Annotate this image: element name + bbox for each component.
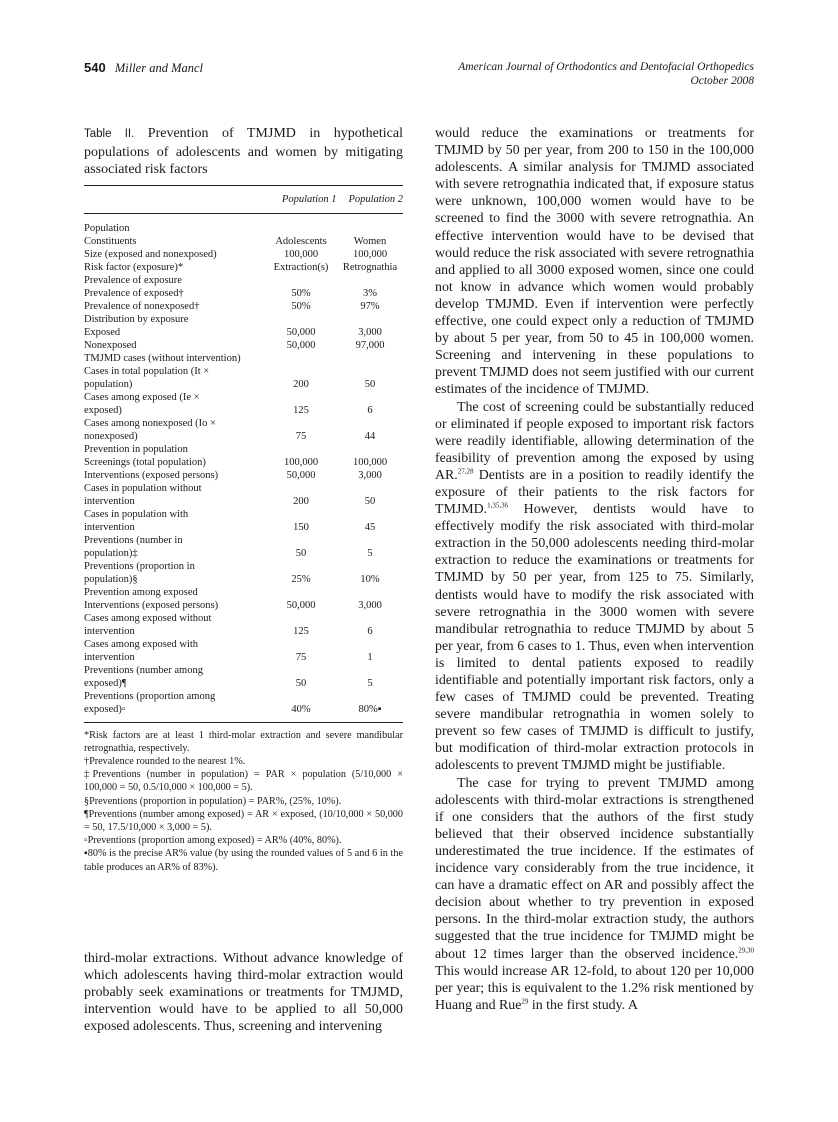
population-1-value: 50 [295,547,307,559]
footnote: ‡Preventions (number in population) = PAR × population (5/10,000 × 100,000 = 50, 0.5/10,000 × 100,000 = 5). [84,769,403,794]
table-row [84,391,403,404]
population-2-value [337,313,403,326]
citation[interactable]: 1,35,36 [487,501,509,510]
row-label: Preventions (proportion among [84,690,216,702]
population-1-value: 25% [291,573,311,585]
table-row [84,560,403,573]
population-2-value: 3,000 [358,599,382,611]
data-table [84,222,403,716]
table-row [84,482,403,495]
table-row [84,456,403,469]
table-row [84,300,403,313]
population-2-value [337,508,403,521]
population-2-value: 100,000 [352,456,388,468]
table-row [84,586,403,599]
row-label: Cases among exposed (Ie × [84,391,200,403]
table-header-rule [84,213,403,214]
row-label: Interventions (exposed persons) [84,599,219,611]
table-row [84,469,403,482]
population-1-value: 125 [293,625,309,637]
population-2-value [337,417,403,430]
row-label: Constituents [84,235,137,247]
population-2-value: 80%▪ [358,703,382,715]
population-1-value [265,664,337,677]
table-title: Prevention of TMJMD in hypothetical populations of adolescents and women by mitigating associated risk factors [84,126,403,177]
population-2-value: 44 [364,430,376,442]
population-1-value: 75 [295,430,307,442]
population-2-value [337,443,403,456]
population-2-value: Women [353,235,387,247]
population-1-value [265,586,337,599]
population-1-value: 150 [293,521,309,533]
right-column-body [435,125,754,1014]
population-1-value: Extraction(s) [273,261,329,273]
table-row [84,612,403,625]
left-column-body [84,950,403,1035]
population-1-value [265,313,337,326]
population-2-value: 5 [367,677,373,689]
row-label: Distribution by exposure [84,313,189,325]
population-2-value [337,365,403,378]
footnote: ¶Preventions (number among exposed) = AR × exposed, (10/10,000 × 50,000 = 50, 17.5/10,000 × 3,000 = 5). [84,808,403,833]
paragraph: The case for trying to prevent TMJMD among adolescents with third-molar extractions is strengthened if one considers that the authors of the first study believed that their observed incidence substantially underestimated the true incidence. If the estimates of incidence vary considerably from the true incidence, it can have a dramatic effect on AR and possibly affect the decision about whether to try prevention in exposed persons. In the third-molar extraction study, the authors suggested that the true incidence for TMJMD might be about 12 times larger than the observed incidence.$^{29,30}$ This would increase AR 12-fold, to about 120 per 10,000 per year; this is equivalent to the 1.2% risk mentioned by Huang and Rue$^{29}$ in the first study. A [435,775,754,1013]
row-label: Prevalence of nonexposed† [84,300,200,312]
row-label: Preventions (proportion in [84,560,195,572]
population-1-value: 100,000 [283,456,319,468]
row-label: Size (exposed and nonexposed) [84,248,217,260]
population-2-value [337,586,403,599]
table-row [84,287,403,300]
population-1-value [265,690,337,703]
table-row [84,677,403,690]
table-column-headers [84,186,403,213]
row-label: Population [84,222,130,234]
table-row [84,326,403,339]
table-row [84,313,403,326]
running-header-right [458,60,754,88]
journal-name: American Journal of Orthodontics and Dentofacial Orthopedics [458,61,754,73]
population-2-value [337,534,403,547]
table-row [84,404,403,417]
table-row [84,235,403,248]
paragraph: third-molar extractions. Without advance knowledge of which adolescents having third-molar extraction would probably seek examinations or treatments for TMJMD, intervention would have to be applied to all 50,000 exposed adolescents. Thus, screening and intervening [84,951,403,1035]
population-2-value: 6 [367,625,373,637]
population-1-value: 50,000 [286,339,316,351]
population-1-value [265,508,337,521]
population-1-value: 200 [293,378,309,390]
table-row [84,222,403,235]
population-2-value: 100,000 [352,248,388,260]
population-2-value [337,274,403,287]
paragraph: would reduce the examinations or treatments for TMJMD by 50 per year, from 200 to 150 in the 100,000 adolescents. A similar analysis for TMJMD associated with severe retrognathia indicated that, if exposure status were unknown, 100,000 women would have to be screened to find the 3000 with severe retrognathia. An effective intervention would have to be devised that would reduce the risk associated with severe retrognathia and applied to all 3000 exposed women, since one could not know in advance which women would probably develop TMJMD. Even if intervention were perfectly effective, one could expect only a reduction of TMJMD by about 5 per year, from 50 to 45 in 100,000 women. Screening and intervening in these populations to prevent TMJMD does not seem justified with our current estimates of the incidence of TMJMD. [435,126,754,398]
row-label: Interventions (exposed persons) [84,469,219,481]
population-1-value: 50% [291,287,311,299]
row-label: Cases among exposed without [84,612,212,624]
population-2-value [337,222,403,235]
running-authors: Miller and Mancl [114,61,204,75]
population-1-value [265,638,337,651]
row-label: Cases in population with [84,508,189,520]
table-row [84,625,403,638]
citation[interactable]: 27,28 [457,467,474,476]
row-label: nonexposed) [84,430,138,442]
population-1-value: 50,000 [286,326,316,338]
row-label: Prevention among exposed [84,586,198,598]
population-2-value [337,391,403,404]
running-header-left [84,60,203,76]
footnote: ▪80% is the precise AR% value (by using the rounded values of 5 and 6 in the table produces an AR% of 83%). [84,848,403,873]
population-1-value [265,391,337,404]
population-2-value [337,638,403,651]
table-row [84,599,403,612]
citation[interactable]: 29,30 [738,945,754,954]
population-1-value: 40% [291,703,311,715]
population-2-value: 3% [363,287,377,299]
population-1-value: 50,000 [286,469,316,481]
row-label: Preventions (number among [84,664,203,676]
table-footnotes [84,729,403,874]
population-2-value: 50 [364,378,376,390]
footnote: †Prevalence rounded to the nearest 1%. [84,755,246,767]
table-row [84,495,403,508]
population-1-value: Adolescents [275,235,327,247]
population-1-value [265,443,337,456]
page-number: 540 [84,60,106,75]
row-label: Nonexposed [84,339,137,351]
row-label: Exposed [84,326,121,338]
population-2-value: Retrognathia [342,261,398,273]
population-1-value [265,560,337,573]
row-label: population) [84,378,133,390]
table-row [84,352,403,365]
row-label: exposed)¶ [84,677,127,689]
population-1-value [265,222,337,235]
table-row [84,690,403,703]
row-label: Cases among nonexposed (Io × [84,417,216,429]
population-2-value [337,482,403,495]
population-1-value: 50% [291,300,311,312]
population-2-value [337,560,403,573]
population-2-value: 3,000 [358,326,382,338]
row-label: Cases among exposed with [84,638,199,650]
table-label: Table II. [84,128,135,140]
population-1-value: 100,000 [283,248,319,260]
population-1-value [265,612,337,625]
population-1-value [265,417,337,430]
row-label: intervention [84,495,135,507]
table-row [84,664,403,677]
population-2-value: 1 [367,651,373,663]
row-label: Prevalence of exposed† [84,287,184,299]
paragraph: The cost of screening could be substantially reduced or eliminated if people exposed to important risk factors were readily identifiable, allowing determination of the feasibility of prevention among the exposed by using AR.$^{27,28}$ Dentists are in a position to readily identify the exposure of their patients to the risk factors for TMJMD.$^{1,35,36}$ However, dentists would have to effectively modify the risk associated with third-molar extraction in the 50,000 adolescents needing third-molar extraction to reduce the examinations or treatments for TMJMD by 50 per year, from 125 to 75. Similarly, dentists would have to modify the risk associated with severe retrognathia in the 3000 women with severe mandibular retrognathia to reduce TMJMD by about 5 per year, from 6 cases to 1. Thus, even when intervention is limited to dental patients exposed to readily identifiable and potentially important risk factors, only a few cases of TMJMD could be prevented. Treating severe mandibular retrognathia in women solely to prevent so few cases of TMJMD is difficult to justify, but modification of third-molar extraction protocols in adolescents to prevent TMJMD might be justifiable. [435,399,754,774]
row-label: intervention [84,651,135,663]
row-label: intervention [84,625,135,637]
row-label: population)‡ [84,547,138,559]
population-2-value: 97% [360,300,380,312]
population-2-value: 97,000 [355,339,385,351]
population-1-value: 50,000 [286,599,316,611]
population-1-value [265,534,337,547]
table-row [84,547,403,560]
table-row [84,703,403,716]
row-label: exposed)▫ [84,703,126,715]
population-1-value: 200 [293,495,309,507]
population-1-value: 75 [295,651,307,663]
table-row [84,417,403,430]
footnote: *Risk factors are at least 1 third-molar extraction and severe mandibular retrognathia, respectively. [84,729,403,754]
table-row [84,274,403,287]
population-1-value [265,274,337,287]
issue-date: October 2008 [690,75,754,87]
table-row [84,261,403,274]
table-row [84,638,403,651]
table-row [84,651,403,664]
table-row [84,339,403,352]
footnote: ▫Preventions (proportion among exposed) = AR% (40%, 80%). [84,835,342,847]
population-1-value: 50 [295,677,307,689]
population-2-value: 3,000 [358,469,382,481]
table-bottom-rule [84,722,403,723]
population-1-value [265,365,337,378]
table-row [84,508,403,521]
table-row [84,443,403,456]
population-2-value: 50 [364,495,376,507]
row-label: Prevalence of exposure [84,274,182,286]
population-2-value [337,664,403,677]
row-label: Prevention in population [84,443,188,455]
row-label: exposed) [84,404,122,416]
row-label: Cases in total population (It × [84,365,210,377]
row-label: Preventions (number in [84,534,183,546]
table-row [84,521,403,534]
column-header: Population 1 [281,193,337,205]
population-2-value: 45 [364,521,376,533]
population-1-value [265,352,337,365]
column-header: Population 2 [348,193,403,205]
population-2-value: 10% [360,573,380,585]
table-row [84,378,403,391]
population-2-value [337,612,403,625]
table-row [84,534,403,547]
population-1-value [265,482,337,495]
table-row [84,430,403,443]
row-label: Risk factor (exposure)* [84,261,184,273]
citation[interactable]: 29 [521,997,529,1006]
row-label: intervention [84,521,135,533]
table-row [84,573,403,586]
population-2-value [337,352,403,365]
footnote: §Preventions (proportion in population) = PAR%, (25%, 10%). [84,795,342,807]
row-label: Cases in population without [84,482,202,494]
row-label: TMJMD cases (without intervention) [84,352,241,364]
table-column [84,125,403,874]
population-1-value: 125 [293,404,309,416]
row-label: Screenings (total population) [84,456,206,468]
population-2-value: 6 [367,404,373,416]
table-row [84,365,403,378]
population-2-value [337,690,403,703]
row-label: population)§ [84,573,138,585]
population-2-value: 5 [367,547,373,559]
table-caption [84,125,403,179]
table-row [84,248,403,261]
